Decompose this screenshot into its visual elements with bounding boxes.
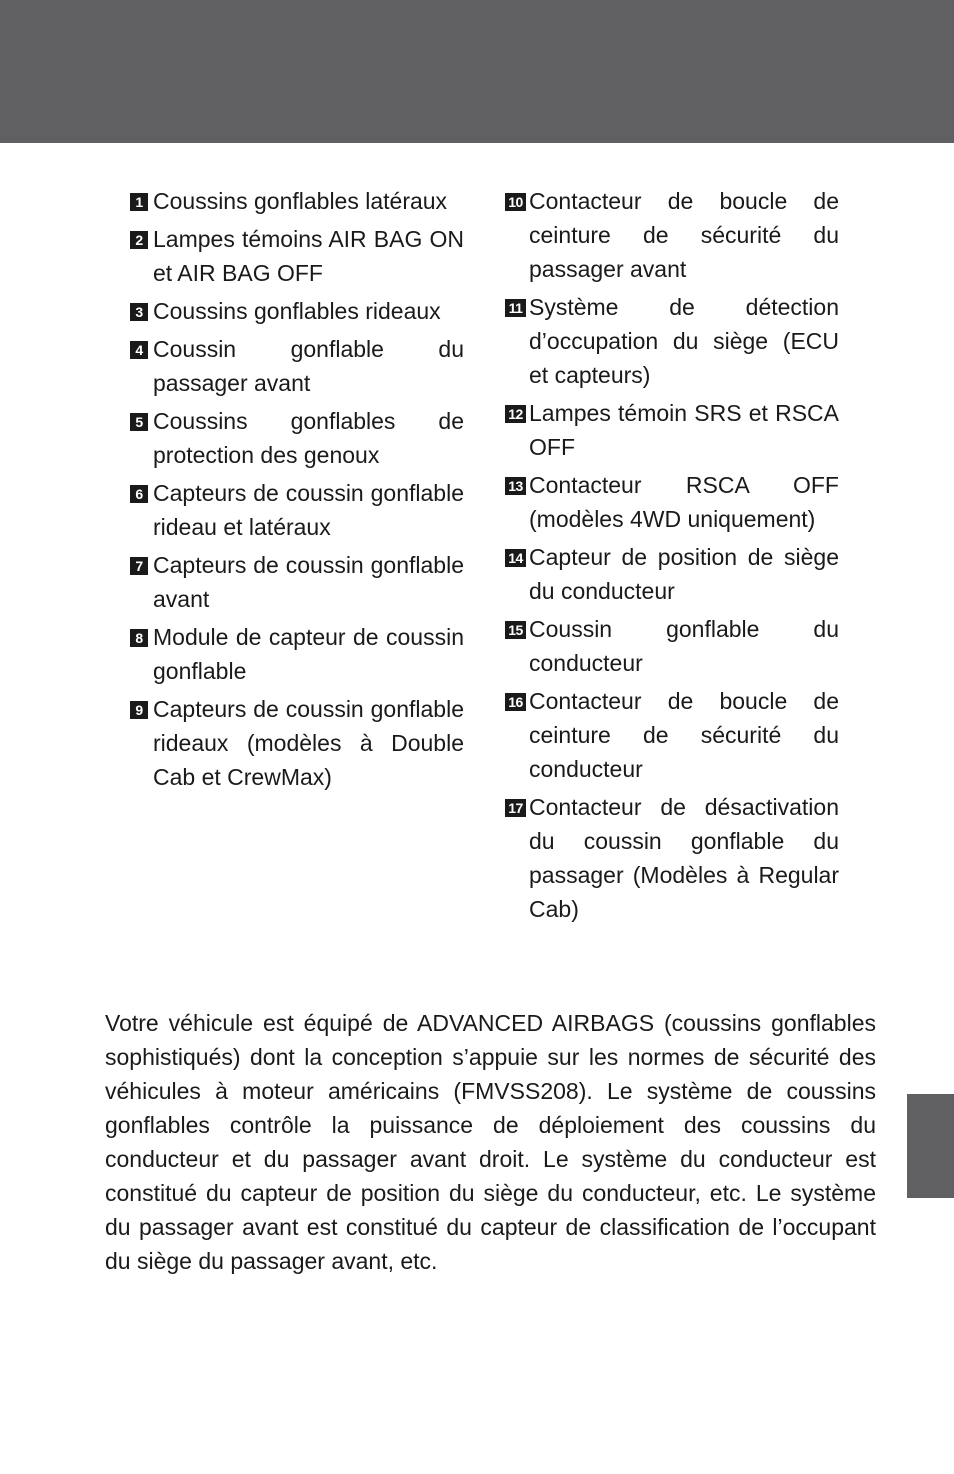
legend-item-text: Système de détection d’occupation du siège (ECU et capteurs) [529,294,839,388]
legend-item [130,294,464,328]
number-badge: 5 [130,413,148,431]
number-badge: 8 [130,629,148,647]
legend-item [130,404,464,472]
number-badge: 12 [505,405,526,423]
legend-item [505,684,839,786]
legend-item-text: Contacteur de désactivation du coussin gonflable du passager (Modèles à Regular Cab) [529,794,839,922]
legend-item-text: Coussins gonflables rideaux [153,298,441,324]
legend-item-text: Capteur de position de siège du conducteur [529,544,839,604]
legend-item-text: Capteurs de coussin gonflable rideaux (modèles à Double Cab et CrewMax) [153,696,464,790]
number-badge: 2 [130,231,148,249]
legend-left-column [130,184,464,798]
header-band [0,0,954,143]
legend-item [505,184,839,286]
airbag-description-paragraph: Votre véhicule est équipé de ADVANCED AIRBAGS (coussins gonflables sophistiqués) dont la conception s’appuie sur les normes de sécurité des véhicules à moteur américains (FMVSS208). Le système de coussins gonflables contrôle la puissance de déploiement des coussins du conducteur et du passager avant droit. Le système du conducteur est constitué du capteur de position du siège du conducteur, etc. Le système du passager avant est constitué du capteur de classification de l’occupant du siège du passager avant, etc. [105,1010,876,1274]
legend-item [505,396,839,464]
number-badge: 6 [130,485,148,503]
number-badge: 7 [130,557,148,575]
section-tab [907,1094,954,1198]
legend-item [505,790,839,926]
legend-item [130,548,464,616]
legend-item-text: Contacteur de boucle de ceinture de sécurité du passager avant [529,188,839,282]
number-badge: 17 [505,799,526,817]
legend-item [505,540,839,608]
legend-item [505,290,839,392]
legend-item-text: Coussin gonflable du passager avant [153,336,464,396]
legend-item-text: Coussins gonflables de protection des genoux [153,408,464,468]
legend-item [130,184,464,218]
legend-item-text: Contacteur RSCA OFF (modèles 4WD uniquement) [529,472,839,532]
legend-item-text: Coussin gonflable du conducteur [529,616,839,676]
number-badge: 1 [130,193,148,211]
number-badge: 16 [505,693,526,711]
number-badge: 4 [130,341,148,359]
number-badge: 10 [505,193,526,211]
legend-item [505,612,839,680]
legend-item [130,692,464,794]
legend-item [505,468,839,536]
legend-item-text: Lampes témoins AIR BAG ON et AIR BAG OFF [153,226,464,286]
legend-item-text: Capteurs de coussin gonflable avant [153,552,464,612]
legend-item [130,222,464,290]
legend-item [130,620,464,688]
number-badge: 13 [505,477,526,495]
legend-item [130,332,464,400]
number-badge: 11 [505,299,526,317]
legend-right-column [505,184,839,930]
legend-item-text: Capteurs de coussin gonflable rideau et latéraux [153,480,464,540]
legend-item-text: Coussins gonflables latéraux [153,188,448,214]
legend-item-text: Contacteur de boucle de ceinture de sécurité du conducteur [529,688,839,782]
number-badge: 3 [130,303,148,321]
legend-item-text: Module de capteur de coussin gonflable [153,624,464,684]
number-badge: 15 [505,621,526,639]
legend-item-text: Lampes témoin SRS et RSCA OFF [529,400,839,460]
number-badge: 14 [505,549,526,567]
legend-item [130,476,464,544]
number-badge: 9 [130,701,148,719]
